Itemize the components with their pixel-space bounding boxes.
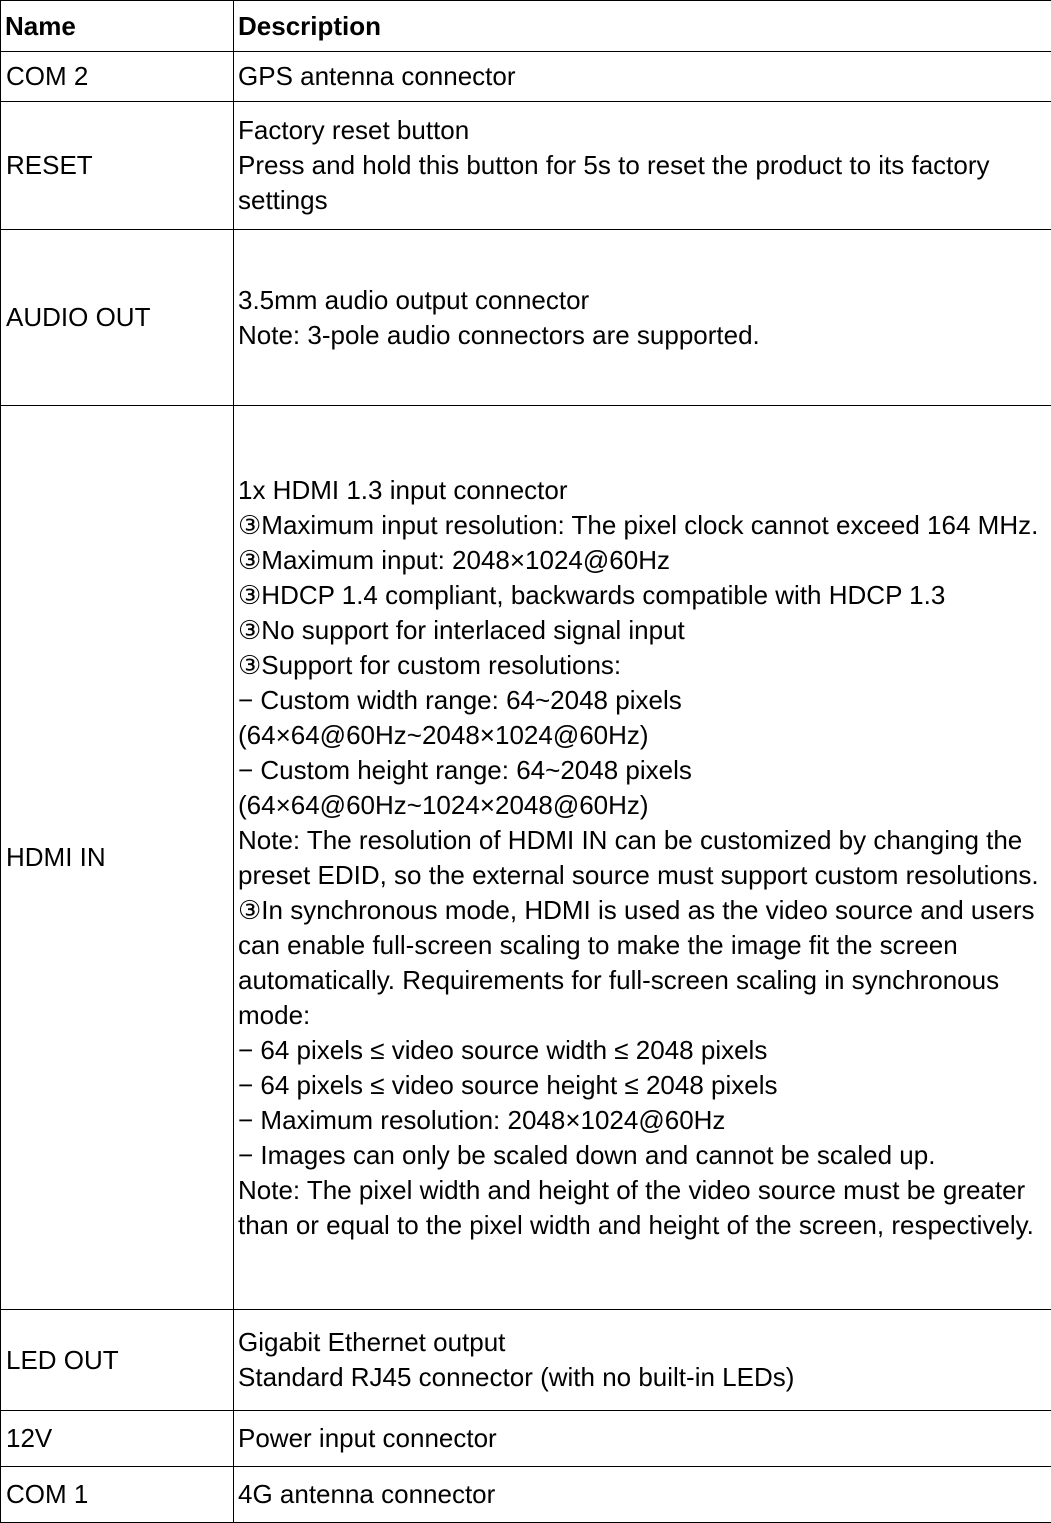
description-line: ③Maximum input resolution: The pixel clock cannot exceed 164 MHz. (238, 509, 1039, 540)
table-row (1, 102, 1051, 230)
connector-description (234, 102, 1051, 230)
description-line: Gigabit Ethernet output (238, 1327, 506, 1357)
description-line: ③No support for interlaced signal input (238, 614, 685, 645)
description-line: ③Support for custom resolutions: (238, 649, 622, 680)
connector-name: LED OUT (1, 1310, 234, 1411)
description-line: Note: 3-pole audio connectors are supported. (238, 319, 760, 350)
connector-name: 12V (1, 1411, 234, 1467)
table-row (1, 52, 1051, 102)
description-line: Factory reset button (238, 115, 470, 145)
connector-description (234, 230, 1051, 406)
table-row (1, 230, 1051, 406)
description-line: Standard RJ45 connector (with no built-in LEDs) (238, 1362, 795, 1392)
description-line: Note: The resolution of HDMI IN can be customized by changing the preset EDID, so the external source must support custom resolutions. (238, 824, 1039, 890)
description-line: 3.5mm audio output connector (238, 284, 590, 315)
description-line: − Maximum resolution: 2048×1024@60Hz (238, 1104, 726, 1135)
description-line: Note: The pixel width and height of the video source must be greater than or equal to the pixel width and height of the screen, respectively. (238, 1174, 1034, 1240)
connector-description (234, 1310, 1051, 1411)
connector-name: COM 2 (1, 52, 234, 102)
connector-description (234, 406, 1051, 1310)
description-line: − Custom width range: 64~2048 pixels (64×64@60Hz~2048×1024@60Hz) (238, 684, 682, 750)
table-row (1, 1411, 1051, 1467)
connector-name: RESET (1, 102, 234, 230)
table-row (1, 1310, 1051, 1411)
table-header-row (1, 1, 1051, 52)
connector-name: AUDIO OUT (1, 230, 234, 406)
description-line: − 64 pixels ≤ video source height ≤ 2048 pixels (238, 1069, 778, 1100)
connector-description (234, 1411, 1051, 1467)
table-row (1, 406, 1051, 1310)
description-line: Power input connector (238, 1423, 497, 1453)
description-line: − Images can only be scaled down and cannot be scaled up. (238, 1139, 936, 1170)
description-line: − Custom height range: 64~2048 pixels (64×64@60Hz~1024×2048@60Hz) (238, 754, 692, 820)
description-line: − 64 pixels ≤ video source width ≤ 2048 pixels (238, 1034, 768, 1065)
description-line: Press and hold this button for 5s to reset the product to its factory settings (238, 150, 990, 215)
column-header-description: Description (234, 1, 1051, 52)
table-row (1, 1467, 1051, 1523)
connector-name: COM 1 (1, 1467, 234, 1523)
description-line: 1x HDMI 1.3 input connector (238, 474, 568, 505)
column-header-name: Name (1, 1, 234, 52)
description-line: 4G antenna connector (238, 1479, 496, 1509)
connector-name: HDMI IN (1, 406, 234, 1310)
description-line: ③Maximum input: 2048×1024@60Hz (238, 544, 670, 575)
description-line: GPS antenna connector (238, 61, 516, 91)
description-line: ③In synchronous mode, HDMI is used as the video source and users can enable full-screen scaling to make the image fit the screen automatically. Requirements for full-screen scaling in synchronous mode: (238, 894, 1035, 1030)
description-line: ③HDCP 1.4 compliant, backwards compatible with HDCP 1.3 (238, 579, 946, 610)
connector-description (234, 1467, 1051, 1523)
connector-description (234, 52, 1051, 102)
